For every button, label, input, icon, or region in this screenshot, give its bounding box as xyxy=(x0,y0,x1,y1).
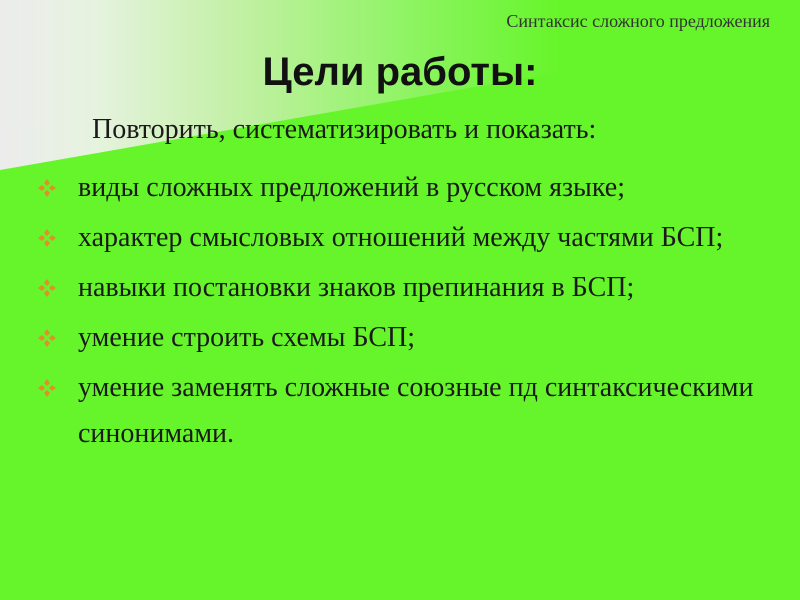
goal-item xyxy=(38,215,778,261)
goal-text: характер смысловых отношений между частями БСП; xyxy=(78,222,724,253)
goal-item xyxy=(38,315,778,361)
goal-text: навыки постановки знаков препинания в БСП; xyxy=(78,272,635,303)
intro-text: Повторить, систематизировать и показать: xyxy=(92,114,597,145)
diamond-bullet-icon xyxy=(38,215,78,261)
goals-list xyxy=(38,165,778,461)
goal-item xyxy=(38,265,778,311)
goal-item xyxy=(38,365,778,457)
diamond-bullet-icon xyxy=(38,365,78,411)
diamond-bullet-icon xyxy=(38,265,78,311)
slide-title: Цели работы: xyxy=(262,50,538,94)
diamond-bullet-icon xyxy=(38,315,78,361)
goal-text: умение заменять сложные союзные пд синтаксическими синонимами. xyxy=(78,372,754,449)
slide-header: Синтаксис сложного предложения xyxy=(506,11,770,31)
goal-text: виды сложных предложений в русском языке; xyxy=(78,172,625,203)
goal-text: умение строить схемы БСП; xyxy=(78,322,416,353)
diamond-bullet-icon xyxy=(38,165,78,211)
goal-item xyxy=(38,165,778,211)
